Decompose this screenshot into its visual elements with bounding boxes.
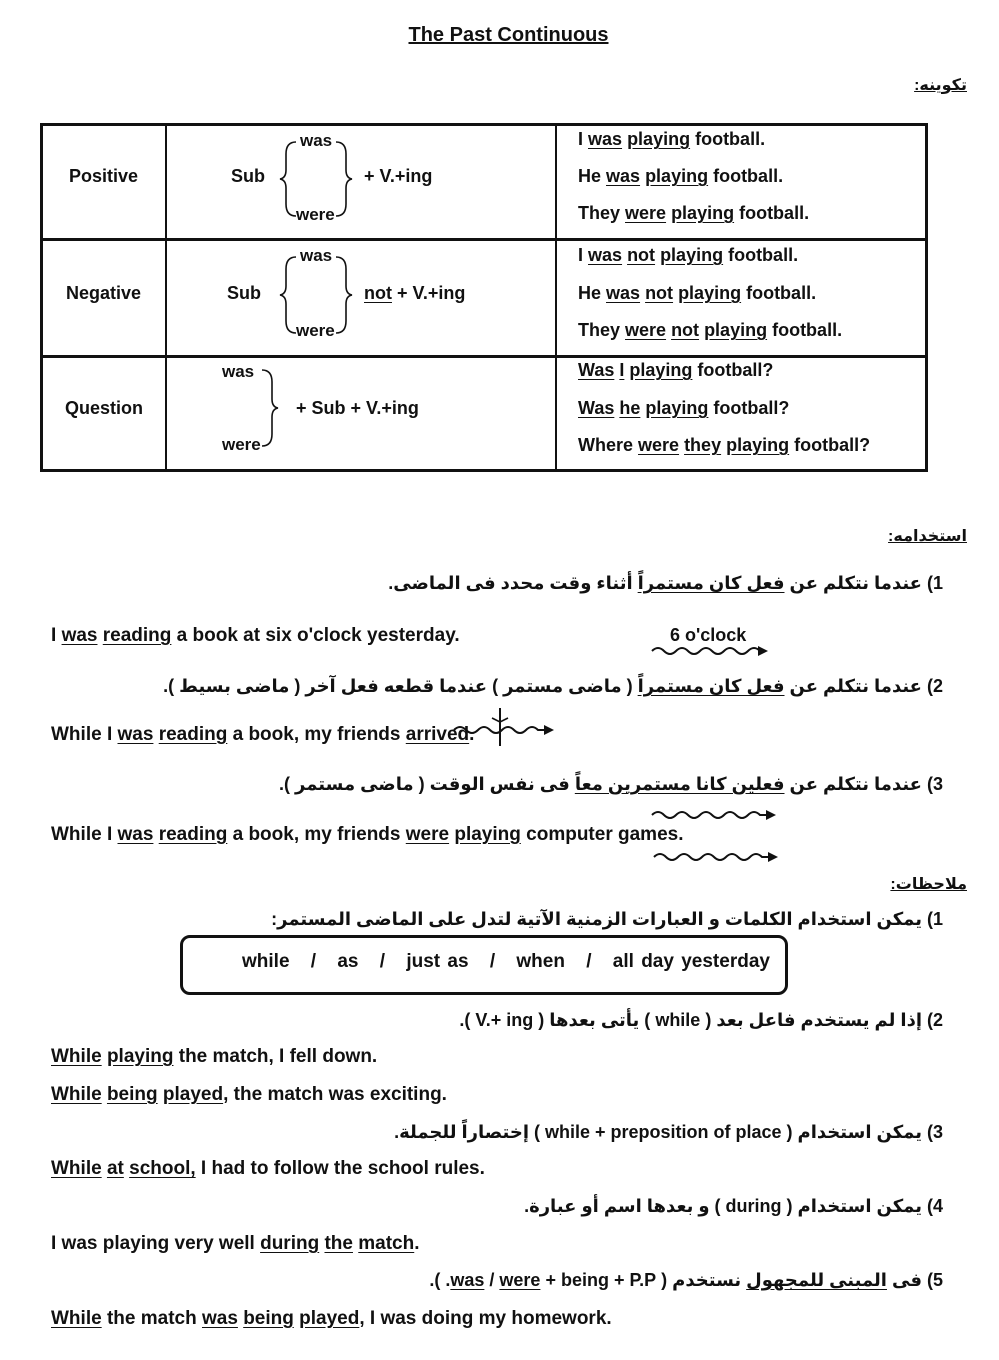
note-4-example: I was playing very well during the match. bbox=[51, 1233, 420, 1254]
usage-heading: استخدامه: bbox=[888, 528, 967, 545]
note-1: 1) يمكن استخدام الكلمات و العبارات الزمنية الآتية لتدل على الماضى المستمر: bbox=[271, 909, 943, 929]
brace-pair bbox=[278, 253, 358, 337]
usage-example-3: While I was reading a book, my friends were playing computer games. bbox=[51, 824, 684, 845]
example-sentence: Where were they playing football? bbox=[578, 435, 871, 455]
example-sentence: I was playing football. bbox=[578, 129, 766, 149]
keyword: as bbox=[337, 951, 359, 972]
keyword: when bbox=[516, 951, 565, 972]
note-3-example: While at school, I had to follow the school rules. bbox=[51, 1158, 485, 1179]
brace-was: was bbox=[222, 362, 255, 381]
brace-right bbox=[258, 366, 288, 450]
row-label-question: Question bbox=[65, 398, 144, 418]
notes-heading: ملاحظات: bbox=[890, 876, 967, 893]
note-3: 3) يمكن استخدام ( while + preposition of place ) إختصاراً للجملة. bbox=[394, 1122, 943, 1142]
table-divider bbox=[165, 126, 167, 469]
example-sentence: They were not playing football. bbox=[578, 320, 843, 340]
formation-heading: تكوينه: bbox=[914, 77, 967, 94]
page-title: The Past Continuous bbox=[408, 24, 609, 46]
subject-label: Sub bbox=[231, 166, 265, 186]
note-4: 4) يمكن استخدام ( during ) و بعدها اسم أو عبارة. bbox=[524, 1196, 943, 1216]
note-5: 5) فى المبنى للمجهول نستخدم ( was / were + being + P.P. ). bbox=[429, 1270, 943, 1290]
brace-were: were bbox=[296, 205, 335, 224]
usage-rule-1: 1) عندما نتكلم عن فعل كان مستمراً أثناء وقت محدد فى الماضى. bbox=[388, 573, 943, 593]
brace-was: was bbox=[300, 131, 333, 150]
usage-example-2: While I was reading a book, my friends arrived. bbox=[51, 724, 475, 745]
formula-tail: + Sub + V.+ing bbox=[296, 398, 419, 418]
brace-were: were bbox=[296, 321, 335, 340]
usage-rule-2: 2) عندما نتكلم عن فعل كان مستمراً ( ماضى مستمر ) عندما قطعه فعل آخر ( ماضى بسيط ). bbox=[163, 676, 943, 696]
keyword: while bbox=[242, 951, 290, 972]
interrupted-action-arrow bbox=[450, 704, 560, 748]
brace-were: were bbox=[222, 435, 261, 454]
parallel-action-arrow bbox=[650, 806, 782, 824]
table-divider bbox=[43, 355, 925, 358]
usage-rule-3: 3) عندما نتكلم عن فعلين كانا مستمرين معاً فى نفس الوقت ( ماضى مستمر ). bbox=[279, 774, 943, 794]
time-point-label: 6 o'clock bbox=[670, 625, 747, 645]
parallel-action-arrow bbox=[652, 848, 784, 866]
formula-tail: + V.+ing bbox=[364, 166, 433, 186]
brace-was: was bbox=[300, 246, 333, 265]
keyword: all day yesterday bbox=[612, 951, 770, 972]
row-label-positive: Positive bbox=[69, 166, 139, 186]
row-label-negative: Negative bbox=[66, 283, 142, 303]
keyword: just as bbox=[406, 951, 469, 972]
note-2: 2) إذا لم يستخدم فاعل بعد ( while ) يأتى بعدها ( V.+ ing ). bbox=[459, 1010, 943, 1030]
note-5-example: While the match was being played, I was doing my homework. bbox=[51, 1308, 612, 1329]
note-2-example: While playing the match, I fell down. bbox=[51, 1046, 378, 1067]
subject-label: Sub bbox=[227, 283, 261, 303]
table-divider bbox=[43, 238, 925, 241]
formula-tail: not + V.+ing bbox=[364, 283, 466, 303]
example-sentence: Was he playing football? bbox=[578, 398, 790, 418]
note-2-example: While being played, the match was exciting. bbox=[51, 1084, 447, 1105]
example-sentence: I was not playing football. bbox=[578, 245, 799, 265]
usage-example-1: I was reading a book at six o'clock yesterday. bbox=[51, 625, 460, 646]
example-sentence: They were playing football. bbox=[578, 203, 810, 223]
example-sentence: He was playing football. bbox=[578, 166, 784, 186]
table-divider bbox=[555, 126, 557, 469]
timeline-arrow bbox=[650, 643, 774, 661]
example-sentence: Was I playing football? bbox=[578, 360, 774, 380]
time-expressions: while / as / just as / when / all day yesterday bbox=[242, 951, 770, 972]
example-sentence: He was not playing football. bbox=[578, 283, 817, 303]
brace-pair bbox=[278, 138, 358, 220]
